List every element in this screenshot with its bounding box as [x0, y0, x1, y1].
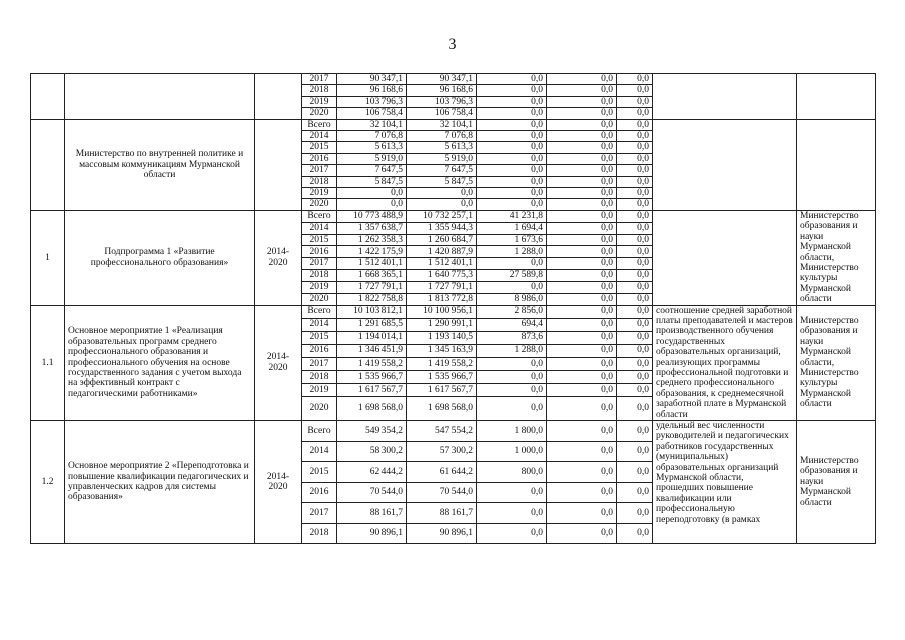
value-cell: 0,0 — [617, 258, 653, 270]
year-cell: 2014 — [302, 441, 337, 462]
year-cell: 2017 — [302, 357, 337, 370]
value-cell: 1 640 775,3 — [407, 270, 477, 282]
value-cell: 0,0 — [477, 281, 547, 293]
value-cell: 1 346 451,9 — [337, 344, 407, 357]
value-cell: 27 589,8 — [477, 270, 547, 282]
value-cell: 0,0 — [617, 383, 653, 396]
value-cell: 0,0 — [477, 142, 547, 153]
table-row — [31, 74, 876, 85]
value-cell: 0,0 — [617, 293, 653, 305]
executor-cell — [797, 119, 876, 210]
year-cell: 2019 — [302, 96, 337, 107]
value-cell: 0,0 — [547, 383, 617, 396]
value-cell: 1 535 966,7 — [407, 370, 477, 383]
value-cell: 0,0 — [477, 482, 547, 503]
year-cell: Всего — [302, 119, 337, 130]
value-cell: 96 168,6 — [407, 85, 477, 96]
executor-cell: Министерство образования и науки Мурманской области — [797, 421, 876, 544]
year-cell: 2018 — [302, 523, 337, 544]
value-cell: 0,0 — [617, 210, 653, 222]
year-cell: Всего — [302, 210, 337, 222]
value-cell: 88 161,7 — [407, 503, 477, 524]
value-cell: 5 847,5 — [407, 176, 477, 187]
value-cell: 5 919,0 — [407, 153, 477, 164]
value-cell: 0,0 — [617, 523, 653, 544]
value-cell: 5 919,0 — [337, 153, 407, 164]
value-cell: 7 076,8 — [407, 131, 477, 142]
value-cell: 1 419 558,2 — [407, 357, 477, 370]
value-cell: 0,0 — [547, 270, 617, 282]
year-cell: 2017 — [302, 503, 337, 524]
value-cell: 0,0 — [477, 165, 547, 176]
row-number: 1.1 — [31, 305, 65, 420]
value-cell: 0,0 — [547, 108, 617, 119]
value-cell: 1 345 163,9 — [407, 344, 477, 357]
value-cell: 0,0 — [407, 199, 477, 210]
value-cell: 0,0 — [617, 131, 653, 142]
year-cell: 2015 — [302, 331, 337, 344]
value-cell: 1 420 887,9 — [407, 246, 477, 258]
value-cell: 1 668 365,1 — [337, 270, 407, 282]
value-cell: 1 800,0 — [477, 421, 547, 442]
value-cell: 1 535 966,7 — [337, 370, 407, 383]
value-cell: 0,0 — [477, 85, 547, 96]
row-name: Министерство по внутренней политике и массовым коммуникациям Мурманской области — [65, 119, 255, 210]
value-cell: 0,0 — [547, 293, 617, 305]
year-cell: 2016 — [302, 246, 337, 258]
value-cell: 1 512 401,1 — [407, 258, 477, 270]
value-cell: 0,0 — [617, 357, 653, 370]
value-cell: 1 698 568,0 — [407, 396, 477, 420]
value-cell: 1 727 791,1 — [337, 281, 407, 293]
row-number — [31, 119, 65, 210]
row-period: 2014-2020 — [255, 305, 302, 420]
value-cell: 800,0 — [477, 462, 547, 483]
value-cell: 10 732 257,1 — [407, 210, 477, 222]
value-cell: 0,0 — [477, 153, 547, 164]
row-period — [255, 119, 302, 210]
value-cell: 0,0 — [477, 108, 547, 119]
value-cell: 7 647,5 — [337, 165, 407, 176]
value-cell: 0,0 — [617, 370, 653, 383]
value-cell: 0,0 — [617, 96, 653, 107]
value-cell: 0,0 — [547, 441, 617, 462]
value-cell: 0,0 — [547, 331, 617, 344]
value-cell: 32 104,1 — [407, 119, 477, 130]
value-cell: 1 193 140,5 — [407, 331, 477, 344]
value-cell: 0,0 — [477, 370, 547, 383]
value-cell: 0,0 — [617, 153, 653, 164]
year-cell: 2015 — [302, 142, 337, 153]
value-cell: 1 355 944,3 — [407, 222, 477, 234]
value-cell: 0,0 — [617, 441, 653, 462]
value-cell: 0,0 — [617, 421, 653, 442]
value-cell: 106 758,4 — [337, 108, 407, 119]
year-cell: 2016 — [302, 153, 337, 164]
value-cell: 1 357 638,7 — [337, 222, 407, 234]
executor-cell: Министерство образования и науки Мурманской области, Министерство культуры Мурманской области — [797, 305, 876, 420]
value-cell: 0,0 — [547, 234, 617, 246]
value-cell: 0,0 — [477, 188, 547, 199]
value-cell: 0,0 — [617, 281, 653, 293]
value-cell: 1 698 568,0 — [337, 396, 407, 420]
table-row — [31, 119, 876, 130]
value-cell: 1 288,0 — [477, 344, 547, 357]
year-cell: 2018 — [302, 370, 337, 383]
value-cell: 2 856,0 — [477, 305, 547, 318]
row-number — [31, 74, 65, 120]
value-cell: 90 347,1 — [337, 74, 407, 85]
value-cell: 0,0 — [477, 396, 547, 420]
row-name: Основное мероприятие 2 «Переподготовка и повышение квалификации педагогических и управленческих кадров для системы образования» — [65, 421, 255, 544]
value-cell: 0,0 — [617, 331, 653, 344]
value-cell: 0,0 — [547, 305, 617, 318]
value-cell: 0,0 — [547, 85, 617, 96]
value-cell: 0,0 — [617, 119, 653, 130]
row-name — [65, 74, 255, 120]
value-cell: 58 300,2 — [337, 441, 407, 462]
value-cell: 88 161,7 — [337, 503, 407, 524]
value-cell: 0,0 — [617, 246, 653, 258]
value-cell: 1 288,0 — [477, 246, 547, 258]
value-cell: 1 694,4 — [477, 222, 547, 234]
value-cell: 0,0 — [407, 188, 477, 199]
row-number: 1.2 — [31, 421, 65, 544]
value-cell: 1 727 791,1 — [407, 281, 477, 293]
value-cell: 0,0 — [617, 270, 653, 282]
value-cell: 1 813 772,8 — [407, 293, 477, 305]
value-cell: 62 444,2 — [337, 462, 407, 483]
value-cell: 1 260 684,7 — [407, 234, 477, 246]
value-cell: 0,0 — [617, 108, 653, 119]
value-cell: 96 168,6 — [337, 85, 407, 96]
value-cell: 0,0 — [617, 318, 653, 331]
indicator-cell — [653, 119, 797, 210]
value-cell: 1 512 401,1 — [337, 258, 407, 270]
value-cell: 0,0 — [547, 482, 617, 503]
year-cell: Всего — [302, 305, 337, 318]
value-cell: 0,0 — [547, 462, 617, 483]
value-cell: 0,0 — [617, 222, 653, 234]
row-number: 1 — [31, 210, 65, 305]
value-cell: 0,0 — [617, 165, 653, 176]
value-cell: 0,0 — [547, 344, 617, 357]
year-cell: 2018 — [302, 85, 337, 96]
year-cell: 2018 — [302, 176, 337, 187]
year-cell: 2020 — [302, 108, 337, 119]
value-cell: 1 290 991,1 — [407, 318, 477, 331]
value-cell: 547 554,2 — [407, 421, 477, 442]
value-cell: 61 644,2 — [407, 462, 477, 483]
value-cell: 0,0 — [477, 119, 547, 130]
value-cell: 0,0 — [477, 383, 547, 396]
value-cell: 0,0 — [617, 503, 653, 524]
value-cell: 0,0 — [547, 258, 617, 270]
year-cell: 2017 — [302, 258, 337, 270]
indicator-cell: удельный вес численности руководителей и педагогических работников государственных (муниципальных) образовательных организаций Мурманской области, прошедших повышение квалификации или профессиональную переподготовку (в рамках — [653, 421, 797, 544]
row-period — [255, 74, 302, 120]
value-cell: 0,0 — [477, 503, 547, 524]
value-cell: 0,0 — [547, 421, 617, 442]
value-cell: 0,0 — [617, 462, 653, 483]
value-cell: 0,0 — [547, 370, 617, 383]
value-cell: 10 103 812,1 — [337, 305, 407, 318]
value-cell: 1 419 558,2 — [337, 357, 407, 370]
value-cell: 103 796,3 — [337, 96, 407, 107]
value-cell: 7 076,8 — [337, 131, 407, 142]
executor-cell: Министерство образования и науки Мурманской области, Министерство культуры Мурманской области — [797, 210, 876, 305]
value-cell: 0,0 — [547, 523, 617, 544]
value-cell: 90 347,1 — [407, 74, 477, 85]
year-cell: 2020 — [302, 199, 337, 210]
value-cell: 90 896,1 — [337, 523, 407, 544]
value-cell: 0,0 — [547, 165, 617, 176]
value-cell: 0,0 — [547, 74, 617, 85]
page-number: 3 — [448, 36, 457, 53]
value-cell: 5 847,5 — [337, 176, 407, 187]
value-cell: 0,0 — [547, 222, 617, 234]
value-cell: 5 613,3 — [337, 142, 407, 153]
year-cell: 2020 — [302, 396, 337, 420]
value-cell: 1 000,0 — [477, 441, 547, 462]
year-cell: 2014 — [302, 131, 337, 142]
value-cell: 0,0 — [547, 281, 617, 293]
indicator-cell: соотношение средней заработной платы преподавателей и мастеров производственного обучения государственных образовательных организаций, реализующих программы профессиональной подготовки и среднего профессионального образования, к среднемесячной заработной плате в Мурманской области — [653, 305, 797, 420]
indicator-cell — [653, 74, 797, 120]
value-cell: 7 647,5 — [407, 165, 477, 176]
value-cell: 1 262 358,3 — [337, 234, 407, 246]
value-cell: 0,0 — [547, 176, 617, 187]
budget-table — [30, 73, 876, 544]
value-cell: 0,0 — [547, 503, 617, 524]
value-cell: 5 613,3 — [407, 142, 477, 153]
row-period: 2014-2020 — [255, 210, 302, 305]
value-cell: 0,0 — [477, 357, 547, 370]
value-cell: 873,6 — [477, 331, 547, 344]
value-cell: 41 231,8 — [477, 210, 547, 222]
year-cell: 2014 — [302, 222, 337, 234]
value-cell: 0,0 — [477, 199, 547, 210]
value-cell: 0,0 — [547, 153, 617, 164]
value-cell: 0,0 — [617, 482, 653, 503]
year-cell: 2016 — [302, 482, 337, 503]
value-cell: 0,0 — [547, 210, 617, 222]
value-cell: 0,0 — [617, 305, 653, 318]
row-name: Основное мероприятие 1 «Реализация образовательных программ среднего профессионального образования и профессионального обучения на основе государственного задания с учетом выхода на эффективный контракт с педагогическими работниками» — [65, 305, 255, 420]
value-cell: 0,0 — [547, 131, 617, 142]
year-cell: 2020 — [302, 293, 337, 305]
value-cell: 0,0 — [617, 188, 653, 199]
value-cell: 90 896,1 — [407, 523, 477, 544]
value-cell: 57 300,2 — [407, 441, 477, 462]
value-cell: 0,0 — [477, 176, 547, 187]
year-cell: 2014 — [302, 318, 337, 331]
value-cell: 0,0 — [617, 176, 653, 187]
year-cell: 2017 — [302, 165, 337, 176]
value-cell: 0,0 — [477, 131, 547, 142]
value-cell: 0,0 — [617, 199, 653, 210]
row-period: 2014-2020 — [255, 421, 302, 544]
value-cell: 694,4 — [477, 318, 547, 331]
value-cell: 70 544,0 — [337, 482, 407, 503]
value-cell: 1 194 014,1 — [337, 331, 407, 344]
year-cell: 2019 — [302, 281, 337, 293]
table-body — [31, 74, 876, 544]
year-cell: 2019 — [302, 188, 337, 199]
year-cell: Всего — [302, 421, 337, 442]
value-cell: 0,0 — [547, 142, 617, 153]
value-cell: 0,0 — [547, 96, 617, 107]
year-cell: 2016 — [302, 344, 337, 357]
value-cell: 0,0 — [477, 258, 547, 270]
value-cell: 1 617 567,7 — [407, 383, 477, 396]
value-cell: 0,0 — [617, 234, 653, 246]
value-cell: 0,0 — [547, 318, 617, 331]
value-cell: 0,0 — [617, 85, 653, 96]
value-cell: 32 104,1 — [337, 119, 407, 130]
executor-cell — [797, 74, 876, 120]
value-cell: 0,0 — [617, 396, 653, 420]
value-cell: 549 354,2 — [337, 421, 407, 442]
year-cell: 2015 — [302, 234, 337, 246]
year-cell: 2017 — [302, 74, 337, 85]
value-cell: 0,0 — [617, 142, 653, 153]
value-cell: 0,0 — [337, 199, 407, 210]
value-cell: 0,0 — [477, 96, 547, 107]
indicator-cell — [653, 210, 797, 305]
value-cell: 0,0 — [547, 188, 617, 199]
year-cell: 2015 — [302, 462, 337, 483]
value-cell: 1 291 685,5 — [337, 318, 407, 331]
year-cell: 2019 — [302, 383, 337, 396]
table-row — [31, 421, 876, 442]
value-cell: 1 673,6 — [477, 234, 547, 246]
value-cell: 10 773 488,9 — [337, 210, 407, 222]
value-cell: 1 822 758,8 — [337, 293, 407, 305]
value-cell: 106 758,4 — [407, 108, 477, 119]
table-row — [31, 305, 876, 318]
value-cell: 0,0 — [477, 74, 547, 85]
value-cell: 8 986,0 — [477, 293, 547, 305]
table-row — [31, 210, 876, 222]
value-cell: 0,0 — [617, 74, 653, 85]
value-cell: 0,0 — [547, 396, 617, 420]
value-cell: 1 617 567,7 — [337, 383, 407, 396]
row-name: Подпрограмма 1 «Развитие профессионального образования» — [65, 210, 255, 305]
value-cell: 0,0 — [547, 357, 617, 370]
value-cell: 0,0 — [547, 246, 617, 258]
value-cell: 0,0 — [547, 199, 617, 210]
year-cell: 2018 — [302, 270, 337, 282]
value-cell: 0,0 — [337, 188, 407, 199]
value-cell: 0,0 — [547, 119, 617, 130]
value-cell: 103 796,3 — [407, 96, 477, 107]
value-cell: 70 544,0 — [407, 482, 477, 503]
value-cell: 0,0 — [477, 523, 547, 544]
value-cell: 1 422 175,9 — [337, 246, 407, 258]
value-cell: 10 100 956,1 — [407, 305, 477, 318]
value-cell: 0,0 — [617, 344, 653, 357]
